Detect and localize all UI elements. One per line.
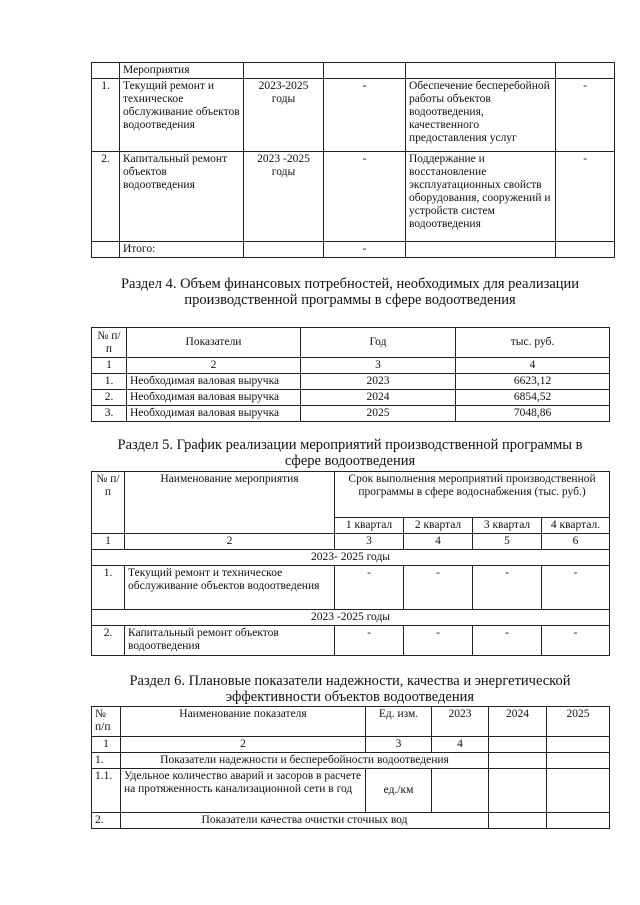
total-value: - <box>324 242 406 258</box>
table-row: 3. Необходимая валовая выручка 2025 7048,86 <box>92 406 610 422</box>
table-row: 1.1. Удельное количество аварий и засоров в расчете на протяженность канализационной сети в год ед./км <box>92 769 610 813</box>
table-row: 1. Показатели надежности и бесперебойности водоотведения <box>92 753 610 769</box>
table-row: 1 2 3 4 <box>92 737 610 753</box>
table-row: 1 2 3 4 <box>92 358 610 374</box>
table-row: 2. Показатели качества очистки сточных вод <box>92 813 610 829</box>
header-tail: Мероприятия <box>120 63 244 79</box>
finance-table <box>91 327 610 422</box>
table-row <box>92 63 615 79</box>
table-row: 2. Капитальный ремонт объектов водоотведения 2023 -2025 годы - Поддержание и восстановление эксплуатационных свойств оборудования, сооружений и устройств систем водоотведения - <box>92 152 615 242</box>
events-table <box>91 62 615 258</box>
section5-title: Раздел 5. График реализации мероприятий производственной программы в сфере водоотведения <box>117 437 583 469</box>
table-row: 2. Капитальный ремонт объектов водоотведения - - - - <box>92 626 610 656</box>
schedule-table <box>91 471 610 656</box>
table-row: 2023 -2025 годы <box>92 610 610 626</box>
section4-title: Раздел 4. Объем финансовых потребностей, необходимых для реализации производственной программы в сфере водоотведения <box>120 276 580 308</box>
table-row <box>92 242 615 258</box>
section6-title: Раздел 6. Плановые показатели надежности, качества и энергетической эффективности объектов водоотведения <box>129 673 571 705</box>
table-row: 1. Текущий ремонт и техническое обслуживание объектов водоотведения 2023-2025 годы - Обеспечение бесперебойной работы объектов водоотведения, качественного предоставления услуг - <box>92 79 615 152</box>
table-row: № п/п Наименование показателя Ед. изм. 2023 2024 2025 <box>92 707 610 737</box>
table-row: 1 2 3 4 5 6 <box>92 534 610 550</box>
table-row: 2023- 2025 годы <box>92 550 610 566</box>
indicators-table <box>91 706 610 829</box>
table-row: 2. Необходимая валовая выручка 2024 6854,52 <box>92 390 610 406</box>
table-row: № п/п Наименование мероприятия Срок выполнения мероприятий производственной программы в сфере водоснабжения (тыс. руб.) <box>92 472 610 518</box>
table-row: 1 квартал 2 квартал 3 квартал 4 квартал. <box>92 518 610 534</box>
table-row: № п/п Показатели Год тыс. руб. <box>92 328 610 358</box>
table-row: 1. Текущий ремонт и техническое обслуживание объектов водоотведения - - - - <box>92 566 610 610</box>
total-label: Итого: <box>120 242 244 258</box>
table-row: 1. Необходимая валовая выручка 2023 6623,12 <box>92 374 610 390</box>
